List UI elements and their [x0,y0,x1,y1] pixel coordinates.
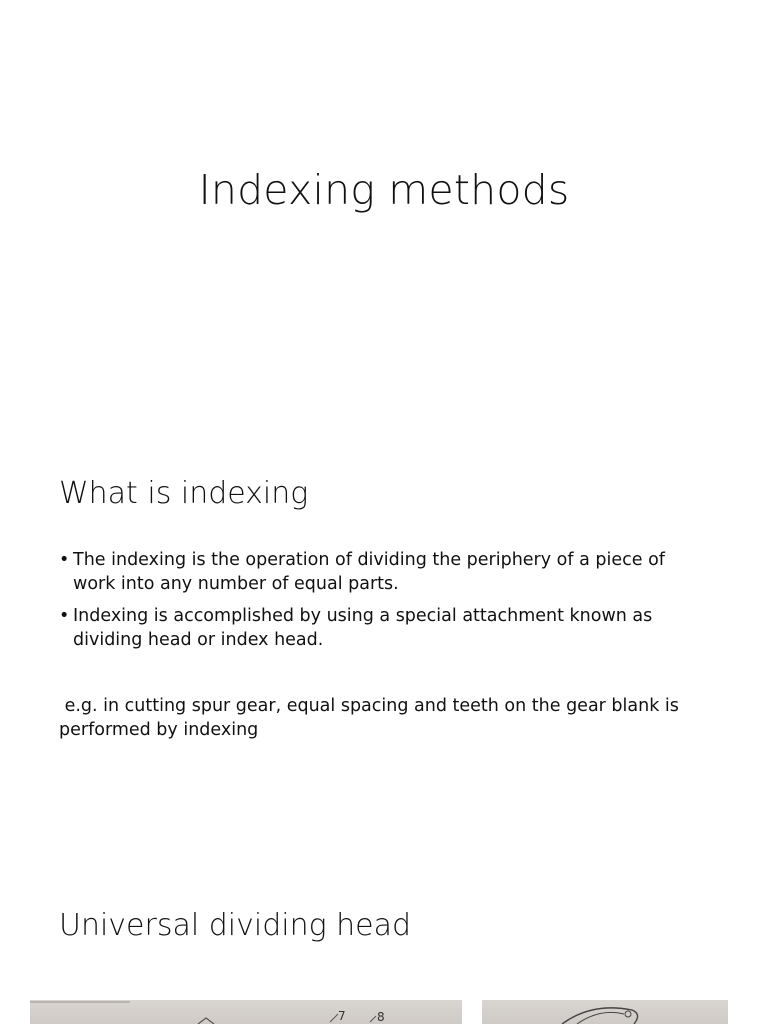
bullet-item [59,604,709,652]
slide-heading: What is indexing [59,476,309,511]
bullet-icon: • [59,550,70,570]
slide-title-heading: Indexing methods [198,166,570,214]
example-text: e.g. in cutting spur gear, equal spacing and teeth on the gear blank is performed by indexing [59,696,685,740]
bullet-text: The indexing is the operation of dividing the periphery of a piece of work into any number of equal parts. [73,550,665,594]
diagram-sketch-right [482,1000,728,1024]
slide-what-is-indexing [0,432,768,864]
slide-universal-dividing-head [0,864,768,1024]
slide-title [0,0,768,432]
bullet-list [59,548,709,660]
figure-label-7: 7 [338,1009,346,1023]
bullet-item [59,548,709,596]
bullet-text: Indexing is accomplished by using a special attachment known as dividing head or index head. [73,606,653,650]
dividing-head-diagram-photo [30,1000,462,1024]
slide-heading: Universal dividing head [59,908,412,943]
figure-label-8: 8 [377,1010,385,1024]
dividing-head-photo-right [482,1000,728,1024]
diagram-sketch [30,1000,462,1024]
bullet-icon: • [59,606,70,626]
